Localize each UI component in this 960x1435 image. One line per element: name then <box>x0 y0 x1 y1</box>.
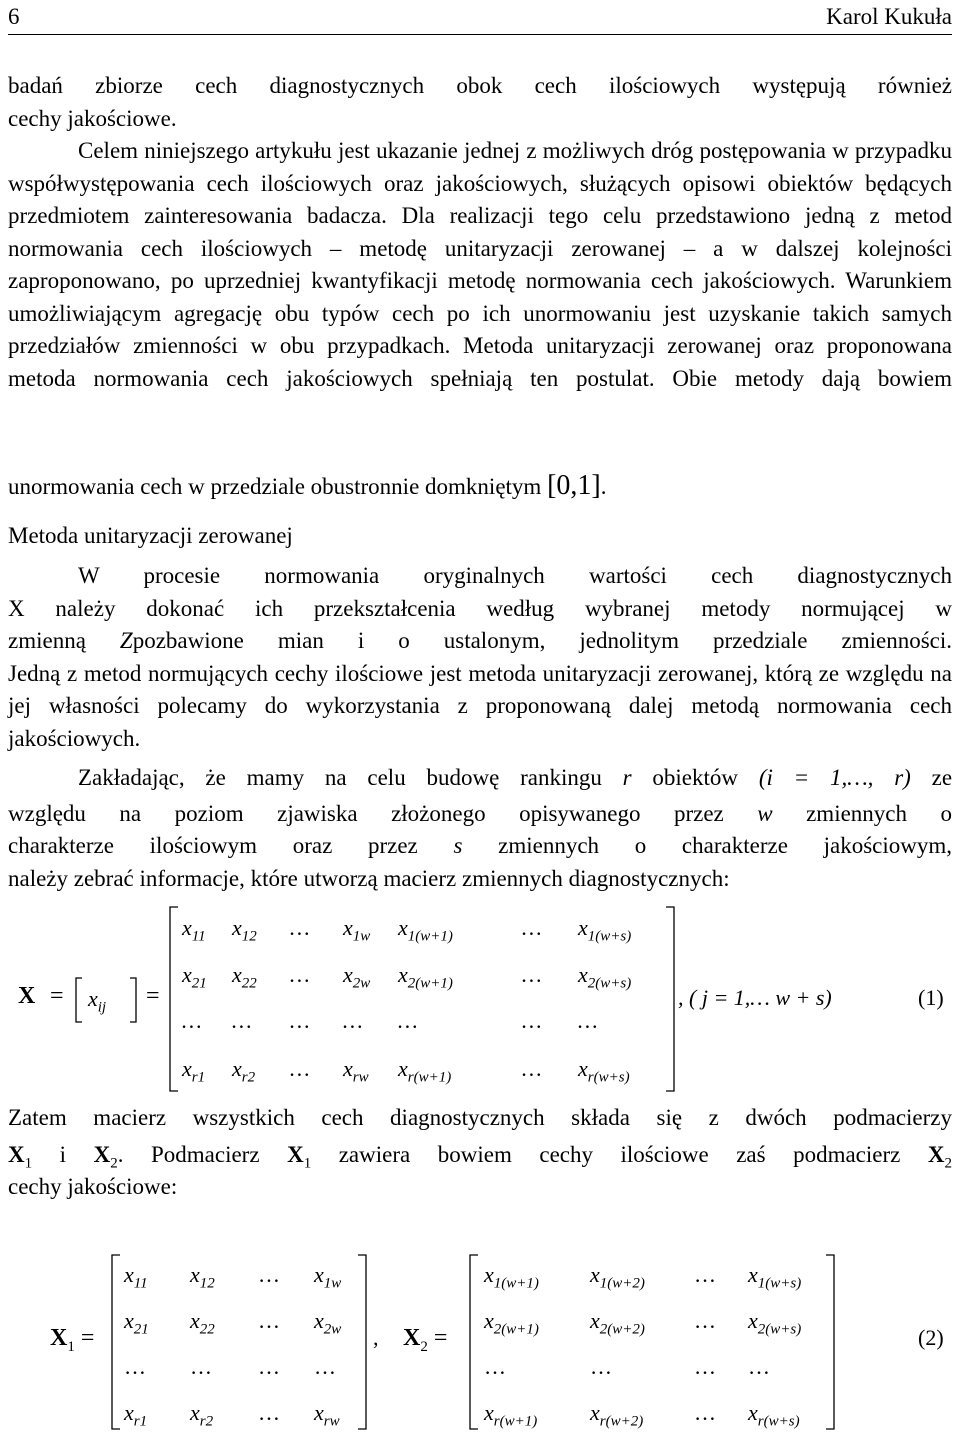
matrix-cell: $x_{2(w+1)}$ <box>484 1308 539 1338</box>
matrix-cell: $x_{1(w+1)}$ <box>398 915 453 945</box>
matrix-cell: … <box>522 915 542 940</box>
equation-number: (1) <box>918 985 944 1010</box>
matrix-cell: $x_{12}$ <box>232 915 257 945</box>
symbol-X: X <box>8 595 25 621</box>
matrix-cell: $x_{r2}$ <box>232 1056 256 1086</box>
matrix-cell: … <box>258 1400 280 1425</box>
matrix-cell: $x_{1w}$ <box>343 915 371 945</box>
matrix-cell: … <box>290 1008 310 1033</box>
matrix-cell: … <box>124 1354 146 1379</box>
closed-interval: [0,1] <box>547 470 601 501</box>
matrix-cell: … <box>190 1354 212 1379</box>
running-head-author: Karol Kukuła <box>826 4 952 29</box>
matrix-cell: … <box>232 1008 252 1033</box>
matrix-cell: $x_{21}$ <box>124 1308 149 1338</box>
matrix-cell: $x_{11}$ <box>182 915 206 945</box>
matrix-cell: $x_{r1}$ <box>182 1056 206 1086</box>
matrix-cell: $x_{2(w+2)}$ <box>590 1308 645 1338</box>
matrix-cell: … <box>590 1354 612 1379</box>
page-number: 6 <box>8 4 20 29</box>
matrix-cell: $x_{r(w+2)}$ <box>590 1400 644 1430</box>
matrix-cell: … <box>748 1354 770 1379</box>
matrix-cell: … <box>694 1354 716 1379</box>
matrix-cell: $x_{1(w+2)}$ <box>590 1262 645 1292</box>
matrix-cell: … <box>694 1400 716 1425</box>
matrix-cell: … <box>314 1354 336 1379</box>
matrix-cell: … <box>578 1008 598 1033</box>
matrix-cell: … <box>182 1008 202 1033</box>
paragraph-ranking: Zakładając, że mamy na celu budowę rankingu r obiektów (i = 1,…, r) ze względu na poziom zjawiska złożonego opisywanego przez w zmiennych o charakterze ilościowym oraz przez s zmiennych o charakterze jakościowym, należy zebrać informacje, które utworzą macierz zmiennych diagnostycznych: <box>8 765 953 891</box>
paragraph-aim <box>8 135 952 395</box>
paragraph-text: Jedną z metod normujących cechy ilościowe jest metoda unitaryzacji zerowanej, którą ze względu na jej własności polecamy do wykorzystania z proponowaną dalej metodą normowania cech jakościowych. <box>8 660 952 751</box>
text-line: badań zbiorze cech diagnostycznych obok cech ilościowych występują również <box>8 73 952 98</box>
matrix-cell: $x_{11}$ <box>124 1262 148 1292</box>
equation-number: (2) <box>918 1325 944 1350</box>
paragraph-text: Celem niniejszego artykułu jest ukazanie jednej z możliwych dróg postępowania w przypadku współwystępowania cech ilościowych oraz jakościowych, służących opisowi obiektów będących przedmiotem zainteresowania badacza. Dla realizacji tego celu przedstawiono jedną z metod normowania cech ilościowych – metodę unitaryzacji zerowanej – a w dalszej kolejności zaproponowano, po uprzedniej kwantyfikacji metodę normowania cech jakościowych. Warunkiem umożliwiającym agregację obu typów cech po ich unormowaniu jest uzyskanie takich samych przedziałów zmienności w obu przypadkach. Metoda unitaryzacji zerowanej oraz proponowana metoda normowania cech jakościowych spełniają ten postulat. Obie metody dają bowiem <box>8 138 952 391</box>
matrix-cell: … <box>484 1354 506 1379</box>
matrix-cell: $x_{21}$ <box>182 962 207 992</box>
matrix-cell: $x_{r(w+1)}$ <box>398 1056 452 1086</box>
matrix-cell: $x_{rw}$ <box>343 1056 369 1086</box>
matrix-cell: $x_{2(w+s)}$ <box>748 1308 802 1338</box>
matrix-cell: $x_{rw}$ <box>314 1400 340 1430</box>
symbol-Z: Z <box>119 628 133 653</box>
matrix-cell: … <box>522 1056 542 1081</box>
paragraph-submatrices: Zatem macierz wszystkich cech diagnostycznych składa się z dwóch podmacierzy $X_1$ i $X_2$. Podmacierz $X_1$ zawiera bowiem cechy ilościowe zaś podmacierz $X_2$ cechy jakościowe: <box>8 1105 953 1199</box>
index-range: , ( j = 1,… w + s) <box>678 985 832 1010</box>
matrix-cell: $x_{2(w+1)}$ <box>398 962 453 992</box>
matrix-cell: $x_{12}$ <box>190 1262 215 1292</box>
matrix-cell: … <box>290 915 310 940</box>
matrix-cell: … <box>290 1056 310 1081</box>
matrix-cell: $x_{r1}$ <box>124 1400 148 1430</box>
paragraph-intro <box>8 70 952 135</box>
bracket-elem <box>72 970 142 1030</box>
matrix-cell: $x_{1w}$ <box>314 1262 342 1292</box>
matrix-cell: … <box>258 1354 280 1379</box>
matrix-cell: $x_{1(w+s)}$ <box>748 1262 802 1292</box>
matrix-cell: $x_{1(w+1)}$ <box>484 1262 539 1292</box>
paragraph-aim-last-line: unormowania cech w przedziale obustronnie domkniętym [0,1]. <box>8 470 607 501</box>
section-title: Metoda unitaryzacji zerowanej <box>8 523 293 548</box>
matrix-cell: … <box>694 1262 716 1287</box>
page-header <box>8 4 952 35</box>
matrix-cell: $x_{22}$ <box>190 1308 215 1338</box>
paragraph-method: W procesie normowania oryginalnych wartości cech diagnostycznych X należy dokonać ich przekształcenia według wybranej metody normującej w zmienną Zpozbawione mian i o ustalonym, jednolitym przedziale zmienności. Jedną z metod normujących cechy ilościowe jest metoda unitaryzacji zerowanej, którą ze względu na jej własności polecamy do wykorzystania z proponowaną dalej metodą normowania cech jakościowych. <box>8 560 952 755</box>
matrix-cell: … <box>522 1008 542 1033</box>
matrix-cell: $x_{r(w+s)}$ <box>578 1056 630 1086</box>
text-line: cechy jakościowe. <box>8 105 177 131</box>
matrix-cell: … <box>694 1308 716 1333</box>
matrix-cell: … <box>258 1308 280 1333</box>
matrix-cell: $x_{r(w+1)}$ <box>484 1400 538 1430</box>
matrix-cell: … <box>343 1008 363 1033</box>
matrix-cell: … <box>290 962 310 987</box>
matrix-cell: $x_{2w}$ <box>343 962 371 992</box>
matrix-cell: $x_{r(w+s)}$ <box>748 1400 800 1430</box>
matrix-cell: $x_{1(w+s)}$ <box>578 915 632 945</box>
matrix-cell: $x_{22}$ <box>232 962 257 992</box>
matrix-cell: … <box>258 1262 280 1287</box>
matrix-cell: $x_{2w}$ <box>314 1308 342 1338</box>
matrix-cell: $x_{2(w+s)}$ <box>578 962 632 992</box>
matrix-cell: … <box>398 1008 418 1033</box>
matrix-cell: … <box>522 962 542 987</box>
matrix-cell: $x_{r2}$ <box>190 1400 214 1430</box>
